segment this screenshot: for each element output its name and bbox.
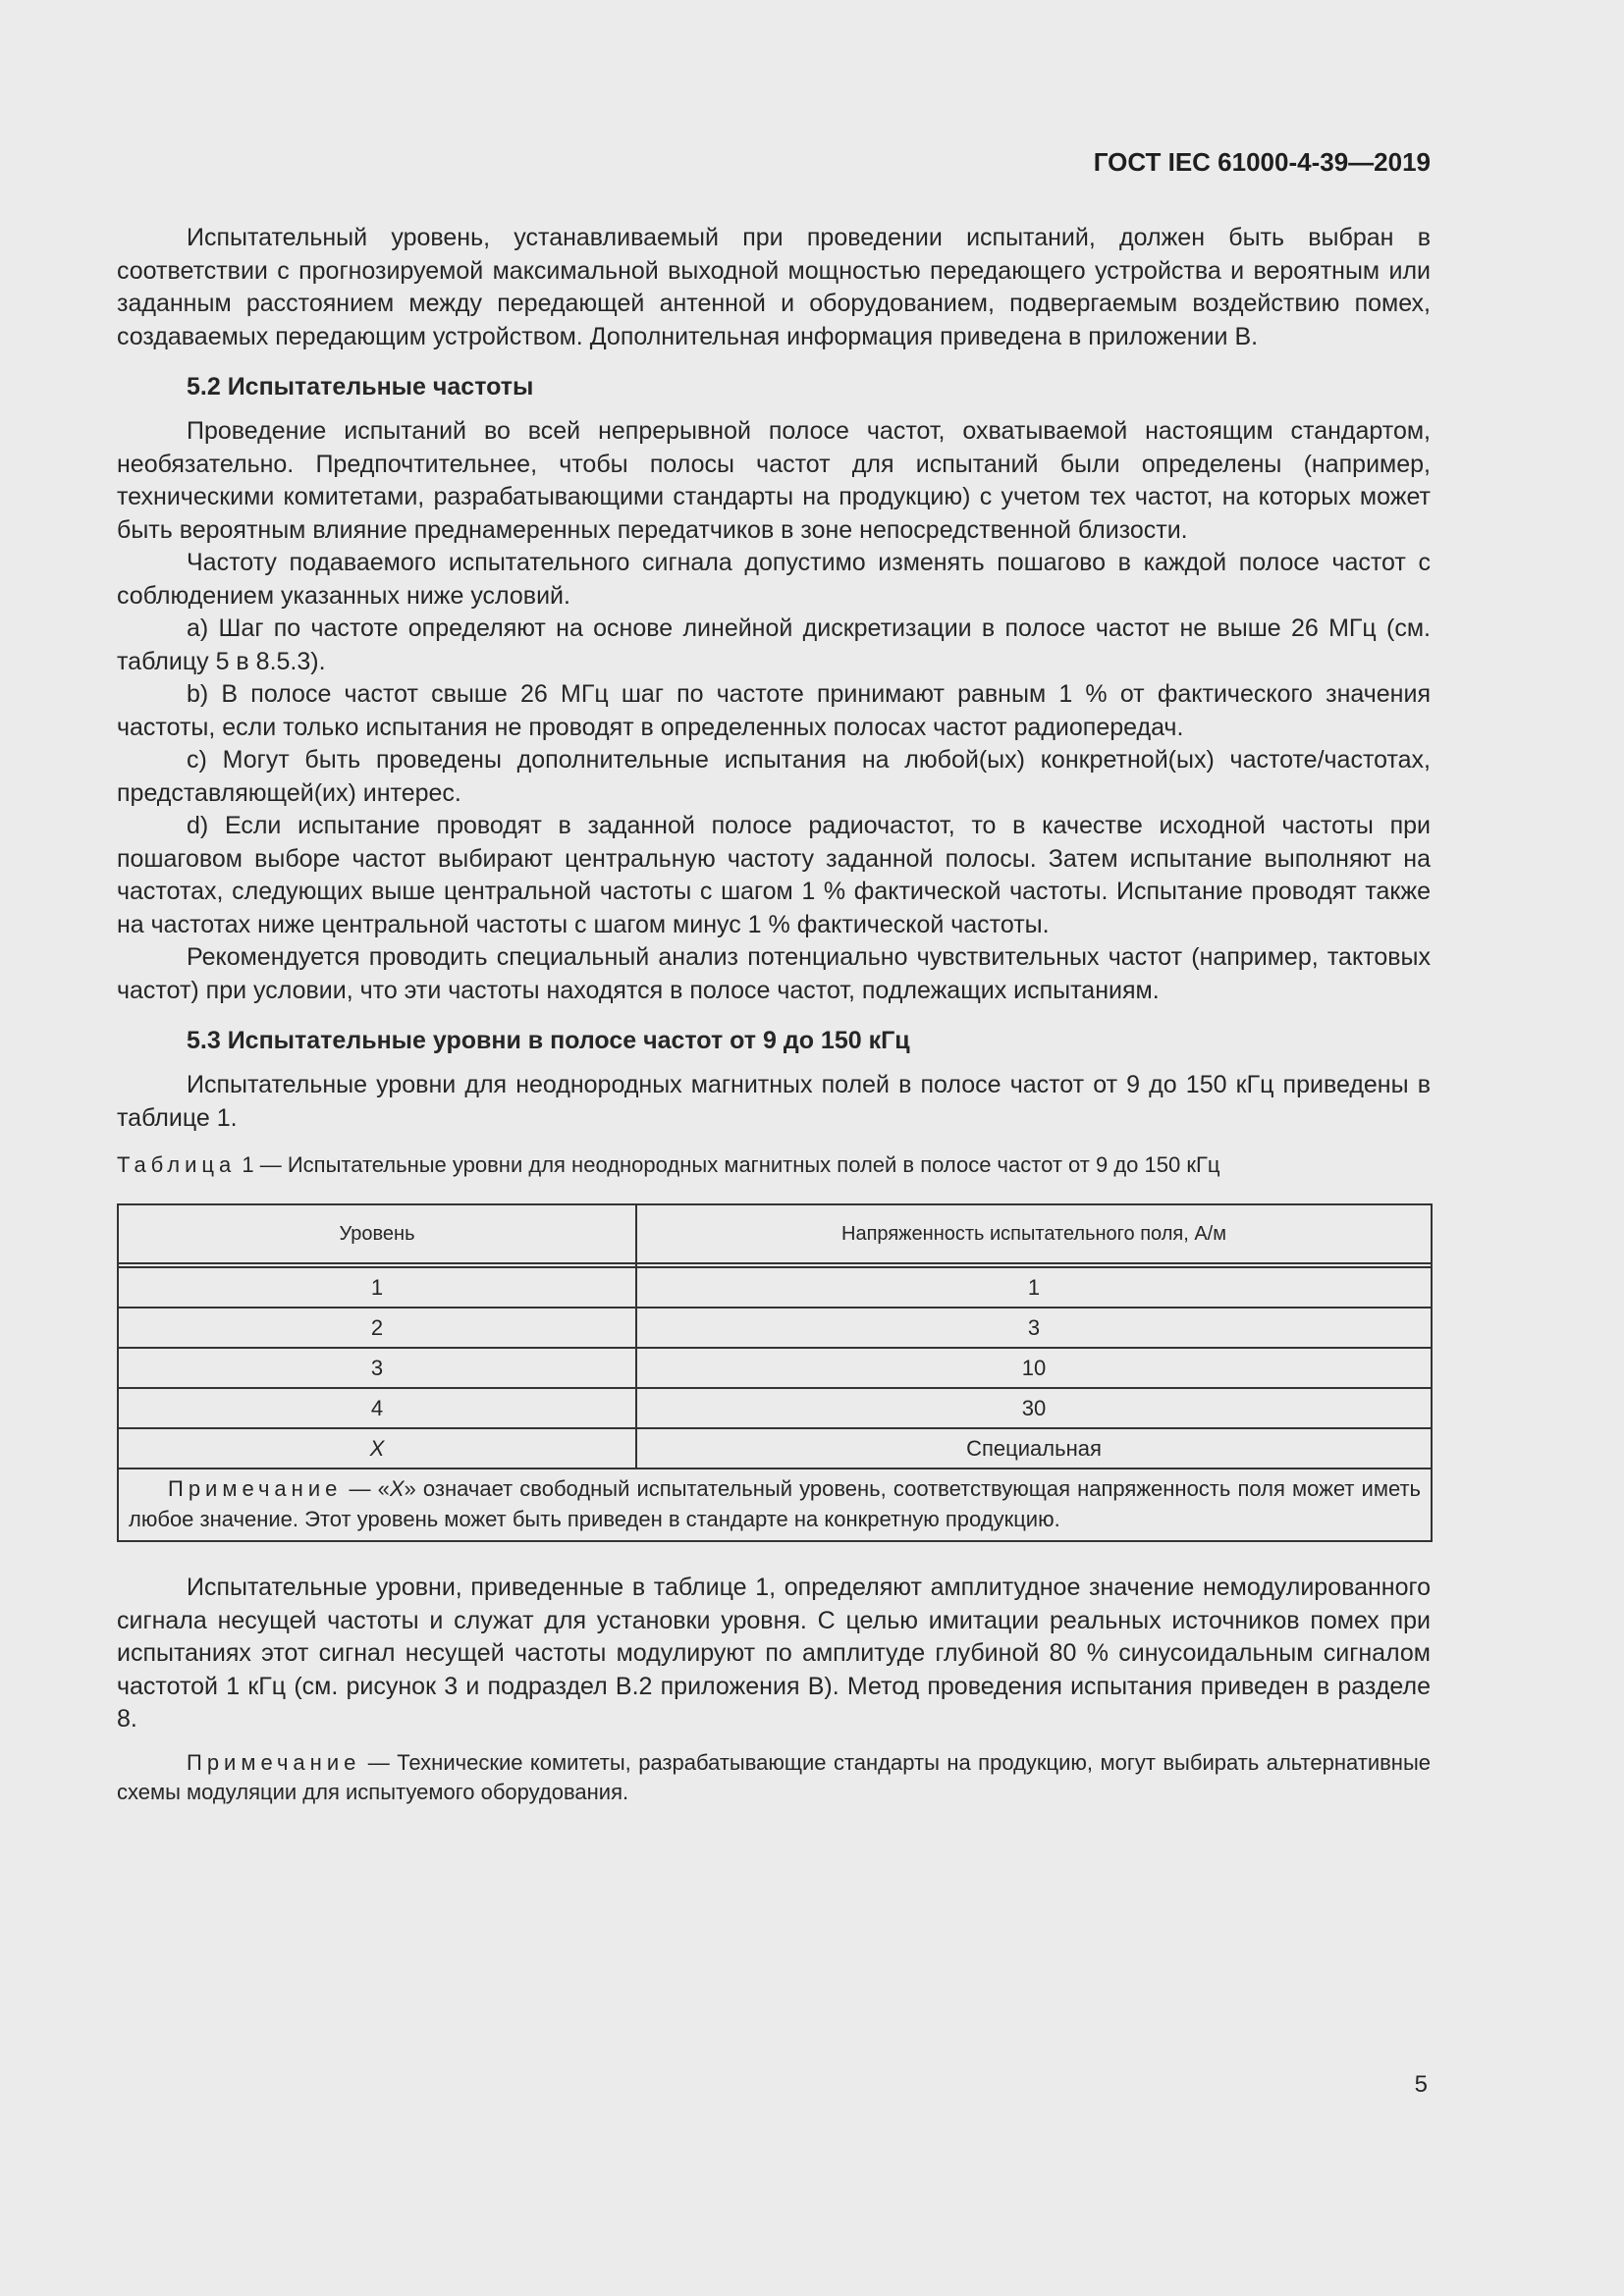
list-item-a: a) Шаг по частоте определяют на основе линейной дискретизации в полосе частот не выше 26 МГц (см. таблицу 5 в 8.5.3).	[117, 614, 1431, 675]
cell-value: 1	[636, 1267, 1432, 1308]
paragraph: Рекомендуется проводить специальный анализ потенциально чувствительных частот (например, тактовых частот) при условии, что эти частоты находятся в полосе частот, подлежащих испытаниям.	[117, 943, 1431, 1004]
page-content	[117, 222, 1431, 1807]
column-header-level: Уровень	[118, 1204, 636, 1263]
table-note-label: Примечание	[168, 1476, 343, 1501]
paragraph: Испытательные уровни для неоднородных магнитных полей в полосе частот от 9 до 150 кГц приведены в таблице 1.	[117, 1071, 1431, 1132]
cell-level: 2	[118, 1308, 636, 1348]
levels-table	[117, 1203, 1433, 1542]
section-heading-5-2: 5.2 Испытательные частоты	[187, 373, 534, 400]
column-header-field-strength: Напряженность испытательного поля, А/м	[636, 1204, 1432, 1263]
table-note-row	[118, 1468, 1432, 1541]
note-text: — Технические комитеты, разрабатывающие стандарты на продукцию, могут выбирать альтернативные схемы модуляции для испытуемого оборудования.	[117, 1749, 1431, 1804]
list-item-c: c) Могут быть проведены дополнительные испытания на любой(ых) конкретной(ых) частоте/частотах, представляющей(их) интерес.	[117, 746, 1431, 807]
paragraph: Проведение испытаний во всей непрерывной полосе частот, охватываемой настоящим стандартом, необязательно. Предпочтительнее, чтобы полосы частот для испытаний были определены (например, техническими комитетами, разрабатывающими стандарты на продукцию) с учетом тех частот, на которых может быть вероятным влияние преднамеренных передатчиков в зоне непосредственной близости.	[117, 417, 1431, 544]
page-number: 5	[1414, 2071, 1428, 2098]
cell-level: 4	[118, 1388, 636, 1428]
cell-level: 1	[118, 1267, 636, 1308]
note-label: Примечание	[187, 1749, 361, 1775]
cell-level: X	[118, 1428, 636, 1468]
document-code-header: ГОСТ IEC 61000-4-39—2019	[1093, 147, 1431, 177]
table-caption-text: 1 — Испытательные уровни для неоднородных магнитных полей в полосе частот от 9 до 150 кГц	[236, 1152, 1220, 1177]
table-caption-label: Таблица	[117, 1152, 237, 1177]
table-caption	[117, 1150, 1431, 1180]
table-row	[118, 1308, 1432, 1348]
table-row	[118, 1348, 1432, 1388]
list-item-d: d) Если испытание проводят в заданной полосе радиочастот, то в качестве исходной частоты при пошаговом выборе частот выбирают центральную частоту заданной полосы. Затем испытание выполняют на частотах, следующих выше центральной частоты с шагом 1 % фактической частоты. Испытание проводят также на частотах ниже центральной частоты с шагом минус 1 % фактической частоты.	[117, 812, 1431, 938]
cell-value: 10	[636, 1348, 1432, 1388]
cell-value: 30	[636, 1388, 1432, 1428]
cell-value: 3	[636, 1308, 1432, 1348]
paragraph: Испытательные уровни, приведенные в таблице 1, определяют амплитудное значение немодулированного сигнала несущей частоты и служат для установки уровня. С целью имитации реальных источников помех при испытаниях этот сигнал несущей частоты модулируют по амплитуде глубиной 80 % синусоидальным сигналом частотой 1 кГц (см. рисунок 3 и подраздел В.2 приложения В). Метод проведения испытания приведен в разделе 8.	[117, 1574, 1431, 1733]
section-heading-5-3: 5.3 Испытательные уровни в полосе частот от 9 до 150 кГц	[187, 1027, 910, 1054]
table-row	[118, 1428, 1432, 1468]
cell-value: Специальная	[636, 1428, 1432, 1468]
table-row	[118, 1388, 1432, 1428]
intro-paragraph: Испытательный уровень, устанавливаемый при проведении испытаний, должен быть выбран в соответствии с прогнозируемой максимальной выходной мощностью передающего устройства и вероятным или заданным расстоянием между передающей антенной и оборудованием, подвергаемым воздействию помех, создаваемых передающим устройством. Дополнительная информация приведена в приложении В.	[117, 224, 1431, 350]
paragraph: Частоту подаваемого испытательного сигнала допустимо изменять пошагово в каждой полосе частот с соблюдением указанных ниже условий.	[117, 549, 1431, 610]
note-paragraph	[117, 1748, 1431, 1807]
table-row	[118, 1267, 1432, 1308]
list-item-b: b) В полосе частот свыше 26 МГц шаг по частоте принимают равным 1 % от фактического значения частоты, если только испытания не проводят в определенных полосах частот радиопередач.	[117, 680, 1431, 741]
cell-level: 3	[118, 1348, 636, 1388]
table-header-row	[118, 1204, 1432, 1263]
table-note: Примечание — «X» означает свободный испытательный уровень, соответствующая напряженность поля может иметь любое значение. Этот уровень может быть приведен в стандарте на конкретную продукцию.	[118, 1468, 1432, 1541]
